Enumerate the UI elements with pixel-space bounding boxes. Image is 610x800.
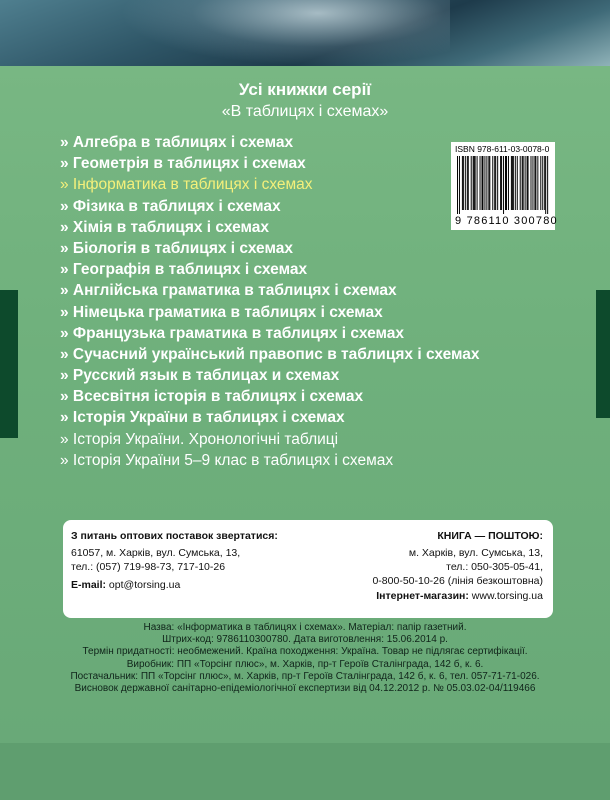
photo-highlight (120, 0, 450, 66)
book-list-item: » Історія України в таблицях і схемах (60, 409, 345, 427)
email-address[interactable]: opt@torsing.ua (106, 579, 181, 591)
barcode-bar (473, 156, 474, 210)
barcode-bar (503, 156, 504, 214)
barcode-bar (535, 156, 536, 210)
barcode-bar (505, 156, 506, 210)
wholesale-heading: З питань оптових поставок звертатися: (71, 530, 278, 542)
barcode-bar (501, 156, 502, 210)
barcode-bar (486, 156, 487, 210)
barcode-bar (544, 156, 545, 210)
book-list-item: » Біологія в таблицях і схемах (60, 239, 293, 257)
barcode-bar (542, 156, 543, 210)
barcode-bar (500, 156, 501, 210)
barcode-bar (482, 156, 483, 210)
barcode-bar (482, 156, 483, 210)
barcode-bar (527, 156, 528, 210)
barcode-bar (511, 156, 512, 210)
book-list-item: » Німецька граматика в таблицях і схемах (60, 303, 383, 321)
barcode-bar (488, 156, 489, 210)
barcode-bar (457, 156, 458, 214)
mail-order-freeline: 0-800-50-10-26 (лінія безкоштовна) (372, 575, 543, 587)
barcode-bar (463, 156, 464, 210)
series-title: Усі книжки серії (238, 80, 372, 99)
imprint-line: Назва: «Інформатика в таблицях і схемах». Матеріал: папір газетний. (143, 622, 467, 633)
barcode-bar (537, 156, 538, 210)
imprint-line: Термін придатності: необмежений. Країна походження: Україна. Товар не підлягає сертифікації. (82, 646, 528, 658)
shop-url[interactable]: www.torsing.ua (468, 590, 543, 602)
isbn-text: ISBN 978-611-03-0078-0 (455, 144, 550, 154)
barcode-bar (484, 156, 485, 210)
barcode-bar (522, 156, 523, 210)
barcode-digits: 9 786110 300780 (455, 215, 558, 227)
wholesale-address: 61057, м. Харків, вул. Сумська, 13, (71, 547, 241, 559)
barcode-bar (471, 156, 472, 210)
mail-order-phone: тел.: 050-305-05-41, (446, 561, 543, 573)
barcode-bar (477, 156, 478, 210)
barcode-bar (523, 156, 524, 210)
barcode-bar (480, 156, 481, 210)
barcode-bar (508, 156, 509, 210)
book-list-item: » Англійська граматика в таблицях і схемах (60, 282, 397, 300)
barcode-bar (545, 156, 546, 214)
imprint-line: Висновок державної санітарно-епідеміологічної експертизи від 04.12.2012 р. № 05.03.02-04/119466 (74, 682, 536, 694)
barcode-bar (512, 156, 513, 210)
book-list-item: » Географія в таблицях і схемах (60, 261, 308, 279)
barcode-bar (525, 156, 526, 210)
online-shop (376, 590, 543, 602)
barcode-bar (465, 156, 466, 210)
imprint-line: Штрих-код: 9786110300780. Дата виготовлення: 15.06.2014 р. (162, 634, 448, 646)
barcode-bar (494, 156, 495, 210)
barcode-bar (520, 156, 521, 210)
barcode-bar (506, 156, 507, 210)
barcode-bar (513, 156, 514, 210)
barcode-bar (534, 156, 535, 210)
contact-box (63, 520, 553, 618)
barcode-bar (517, 156, 518, 210)
barcode-bar (497, 156, 498, 210)
imprint-line: Постачальник: ПП «Торсінг плюс», м. Харків, пр-т Героїв Сталінграда, 142 б, к. 6, тел. 057-71-71-026. (70, 670, 540, 682)
barcode-bar (515, 156, 516, 210)
barcode-bar (495, 156, 496, 210)
book-list-item: » Алгебра в таблицях і схемах (60, 134, 294, 151)
book-list-item: » Сучасний український правопис в таблицях і схемах (60, 345, 480, 363)
barcode-bar (475, 156, 476, 210)
right-side-bar (596, 290, 610, 418)
barcode-bar (532, 156, 533, 210)
book-list-item: » Інформатика в таблицях і схемах (60, 176, 313, 194)
book-list-item: » Всесвітня історія в таблицях і схемах (60, 388, 364, 406)
barcode-bar (468, 156, 469, 210)
series-subtitle: «В таблицях і схемах» (221, 103, 389, 120)
book-list-item: » Хімія в таблицях і схемах (60, 218, 269, 236)
barcode-bar (467, 156, 468, 210)
wholesale-email (71, 579, 180, 591)
barcode-bar (489, 156, 490, 210)
email-label: E-mail: (71, 579, 107, 591)
barcode-bar (474, 156, 475, 210)
barcode-bar (462, 156, 463, 210)
wholesale-phone: тел.: (057) 719-98-73, 717-10-26 (71, 561, 226, 573)
imprint-block (0, 622, 610, 695)
barcode-bar (528, 156, 529, 210)
cover-photo-strip (0, 0, 610, 66)
barcode-box (451, 142, 558, 230)
barcode-bar (459, 156, 460, 214)
bottom-band (0, 743, 610, 800)
book-list-item: » Історія України 5–9 клас в таблицях і схемах (60, 451, 394, 469)
book-list-item: » Геометрія в таблицях і схемах (60, 155, 306, 173)
book-list-item: » Історія України. Хронологічні таблиці (60, 430, 339, 448)
left-side-bar (0, 290, 18, 438)
shop-label: Інтернет-магазин: (376, 590, 469, 602)
book-list-item: » Фізика в таблицях і схемах (60, 197, 281, 215)
book-list (60, 132, 480, 471)
book-list-item: » Французька граматика в таблицях і схемах (60, 324, 404, 342)
mail-order-address: м. Харків, вул. Сумська, 13, (408, 547, 543, 559)
mail-order-heading: КНИГА — ПОШТОЮ: (437, 530, 543, 542)
book-list-item: » Русский язык в таблицах и схемах (60, 367, 340, 385)
barcode-bar (540, 156, 541, 210)
barcode-bar (547, 156, 548, 214)
barcode-bar (531, 156, 532, 210)
imprint-line: Виробник: ПП «Торсінг плюс», м. Харків, пр-т Героїв Сталінграда, 142 б, к. 6. (126, 658, 484, 670)
barcode-bars (455, 156, 551, 214)
barcode-bar (492, 156, 493, 210)
